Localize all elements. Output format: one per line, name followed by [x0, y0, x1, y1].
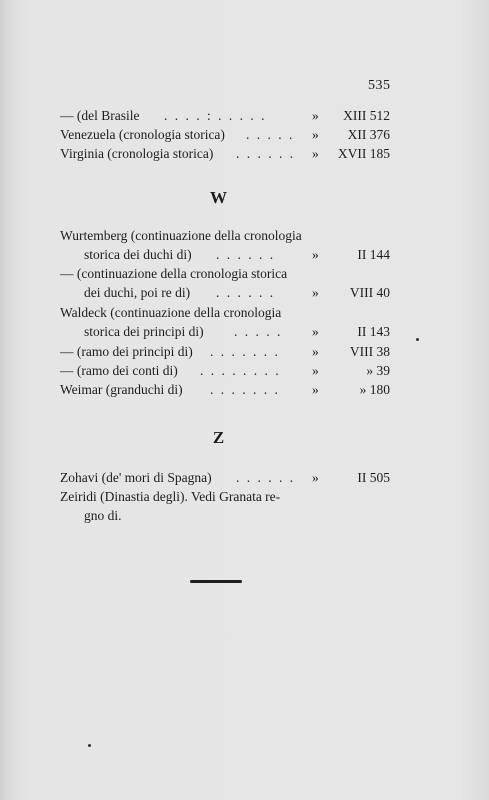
entry-reference: XVII 185 — [337, 146, 390, 161]
entry-text: Zohavi (de' mori di Spagna) — [60, 470, 212, 485]
index-entry-zeiridi-cont — [84, 508, 390, 526]
entry-reference: VIII 38 — [349, 344, 390, 359]
entry-quote-mark: » — [312, 247, 319, 262]
index-entry-zohavi — [60, 470, 390, 488]
entry-text: — (del Brasile — [60, 108, 140, 123]
entry-reference: XII 376 — [347, 127, 390, 142]
index-entry-wurtemberg-cont — [84, 247, 390, 265]
entry-quote-mark: » — [312, 108, 319, 123]
leader-dots: . . . . . . — [236, 470, 296, 485]
entry-text: gno di. — [84, 508, 122, 523]
entry-text: storica dei principi di) — [84, 324, 204, 339]
entry-text: Weimar (granduchi di) — [60, 382, 183, 397]
index-entry-waldeck — [60, 305, 390, 323]
entry-quote-mark: » — [312, 363, 319, 378]
entry-text: dei duchi, poi re di) — [84, 285, 191, 300]
entry-reference: » 39 — [366, 363, 390, 378]
leader-dots: . . . . : . . . . . — [164, 108, 267, 123]
entry-quote-mark: » — [312, 285, 319, 300]
index-entry-waldeck-cont — [84, 324, 390, 342]
entry-text: Waldeck (continuazione della cronologia — [60, 305, 282, 320]
entry-reference: II 143 — [357, 324, 390, 339]
index-entry-brasile — [60, 108, 390, 126]
index-entry-wurtemberg — [60, 228, 390, 246]
entry-text: — (continuazione della cronologia storica — [60, 266, 288, 281]
leader-dots: . . . . . — [246, 127, 295, 142]
entry-quote-mark: » — [312, 324, 319, 339]
index-entry-venezuela — [60, 127, 390, 145]
index-entry-zeiridi — [60, 489, 390, 507]
leader-dots: . . . . . . . . — [200, 363, 281, 378]
section-heading-w: W — [210, 188, 227, 207]
print-speck — [416, 338, 419, 341]
leader-dots: . . . . . . — [236, 146, 296, 161]
entry-reference: VIII 40 — [349, 285, 390, 300]
index-entry-wurtemberg-2 — [60, 266, 390, 284]
end-ornament-rule — [190, 580, 242, 583]
entry-quote-mark: » — [312, 382, 319, 397]
index-entry-weimar — [60, 382, 390, 400]
entry-quote-mark: » — [312, 470, 319, 485]
index-entry-ramo-conti — [60, 363, 390, 381]
leader-dots: . . . . . . . — [210, 382, 280, 397]
index-entry-wurtemberg-2-cont — [84, 285, 390, 303]
entry-reference: II 144 — [357, 247, 390, 262]
entry-quote-mark: » — [312, 146, 319, 161]
page-number: 535 — [368, 78, 391, 93]
entry-text: — (ramo dei conti di) — [60, 363, 178, 378]
section-heading-z: Z — [212, 428, 225, 447]
entry-text: Venezuela (cronologia storica) — [60, 127, 225, 142]
index-entry-ramo-principi — [60, 344, 390, 362]
leader-dots: . . . . . . . — [210, 344, 280, 359]
leader-dots: . . . . . — [234, 324, 283, 339]
entry-text: storica dei duchi di) — [84, 247, 192, 262]
entry-text: Zeiridi (Dinastia degli). Vedi Granata re- — [60, 489, 281, 504]
entry-reference: II 505 — [357, 470, 390, 485]
entry-quote-mark: » — [312, 344, 319, 359]
entry-text: Wurtemberg (continuazione della cronologia — [60, 228, 302, 243]
index-entry-virginia — [60, 146, 390, 164]
entry-text: Virginia (cronologia storica) — [60, 146, 214, 161]
entry-reference: XIII 512 — [343, 108, 390, 123]
entry-text: — (ramo dei principi di) — [60, 344, 193, 359]
print-speck — [88, 744, 91, 747]
leader-dots: . . . . . . — [216, 247, 276, 262]
leader-dots: . . . . . . — [216, 285, 276, 300]
entry-reference: » 180 — [359, 382, 390, 397]
entry-quote-mark: » — [312, 127, 319, 142]
